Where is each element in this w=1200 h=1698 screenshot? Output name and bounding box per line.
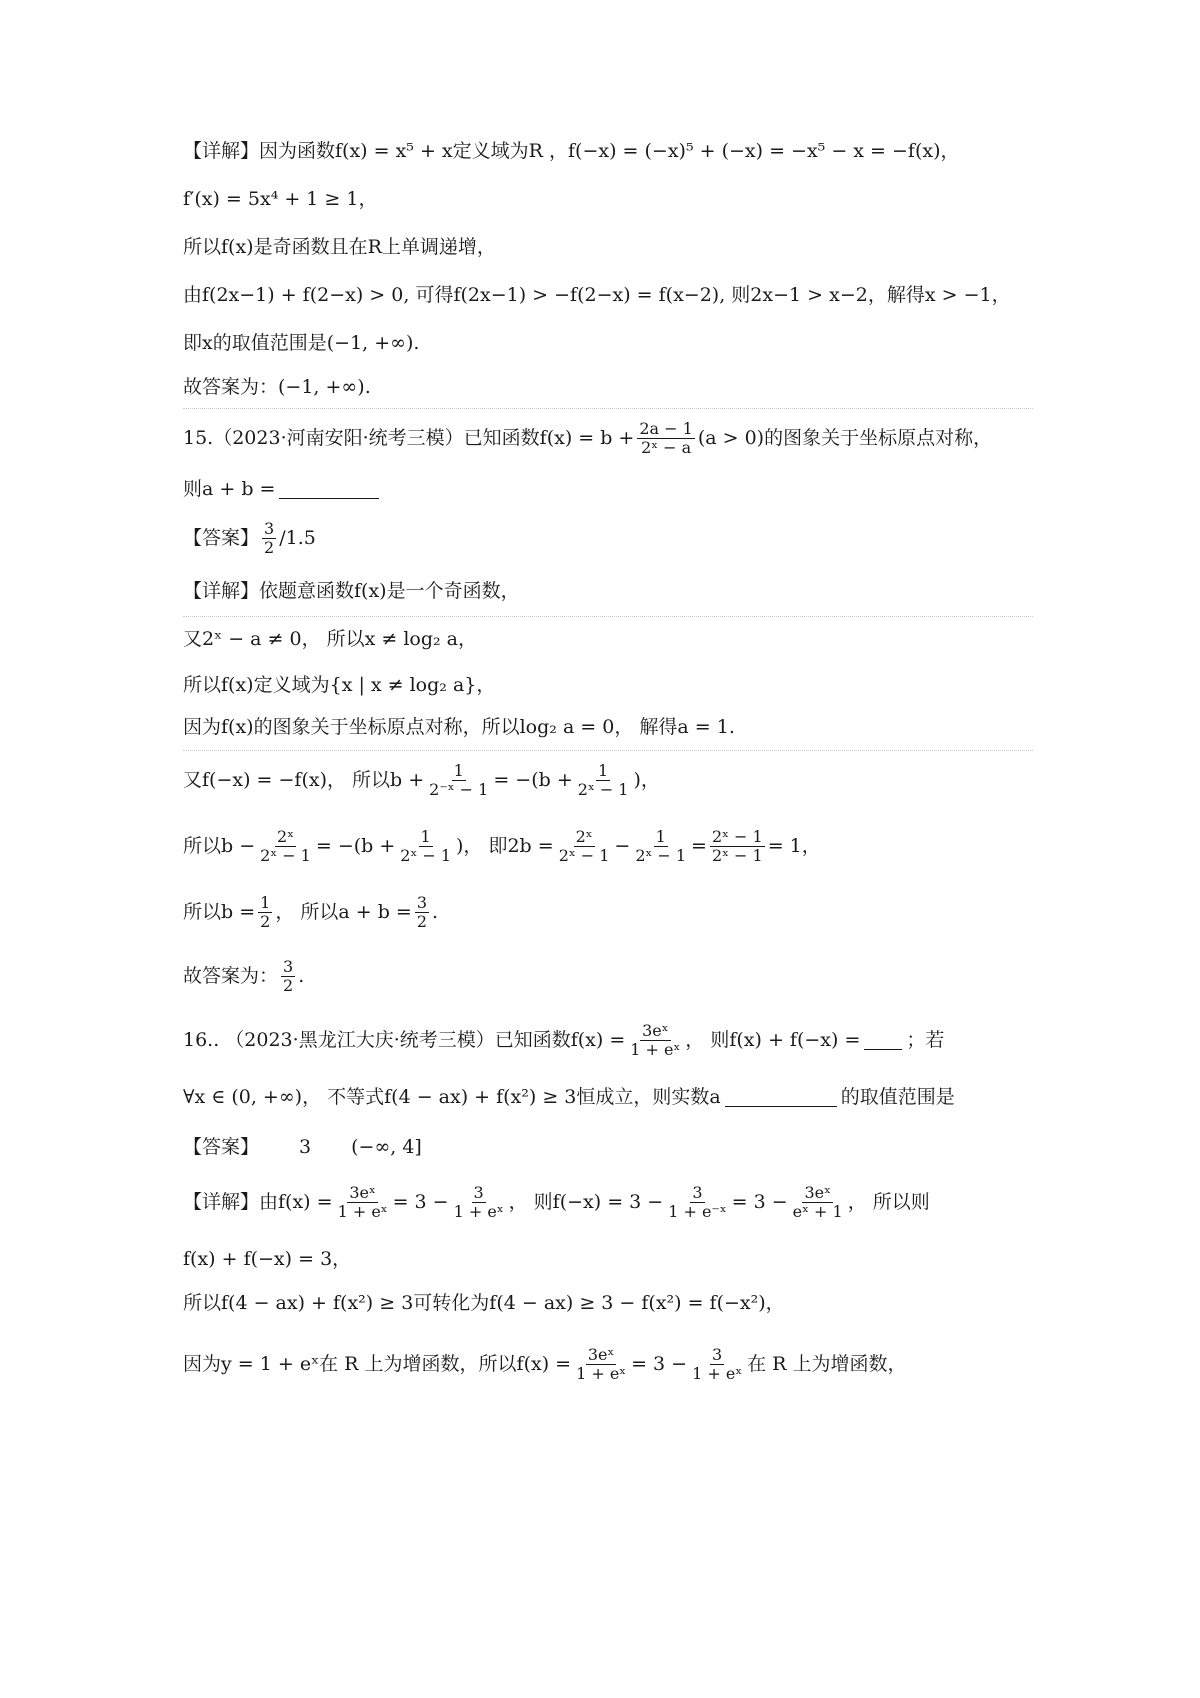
text-run: f(x) = bbox=[516, 1353, 572, 1376]
text-run: 定义域为R ， bbox=[452, 140, 568, 162]
fraction bbox=[791, 1184, 845, 1222]
numerator: 3 bbox=[264, 519, 275, 538]
text-run: 所以 bbox=[183, 236, 222, 258]
line-4 bbox=[183, 286, 1011, 305]
text-run: ， bbox=[801, 835, 821, 858]
fraction bbox=[710, 828, 765, 866]
text-run: , 则 bbox=[719, 284, 751, 306]
numerator: 3eˣ bbox=[587, 1345, 615, 1364]
text-run: . bbox=[432, 901, 439, 924]
text-run: f(x) bbox=[221, 236, 254, 258]
line-1 bbox=[183, 142, 960, 161]
line-21 bbox=[183, 1184, 930, 1222]
text-run: 16.. （2023·黑龙江大庆·统考三模）已知函数 bbox=[183, 1029, 571, 1052]
text-run: 又 bbox=[183, 769, 203, 792]
text-run: f(x) = x⁵ + x bbox=[335, 140, 453, 162]
text-run: (−1, +∞) bbox=[278, 376, 365, 398]
text-run: ， 解得 bbox=[614, 716, 678, 738]
denominator: 2 bbox=[264, 538, 275, 558]
fraction bbox=[574, 1346, 628, 1384]
numerator: 3 bbox=[416, 893, 428, 912]
text-run: ， 则 bbox=[508, 1191, 553, 1214]
text-run: 3 bbox=[299, 1136, 312, 1158]
text-run: 是一个奇函数， bbox=[386, 580, 520, 602]
denominator: 2 bbox=[260, 912, 271, 932]
text-run: − bbox=[614, 835, 631, 858]
fraction bbox=[666, 1184, 728, 1222]
numerator: 1 bbox=[420, 827, 431, 846]
text-run: 【详解】因为函数 bbox=[183, 140, 336, 162]
numerator: 3 bbox=[712, 1345, 723, 1364]
divider bbox=[183, 750, 1033, 751]
text-run: {x | x ≠ log₂ a} bbox=[329, 674, 477, 696]
text-run: 的取值范围是 bbox=[212, 332, 327, 354]
text-run: 【详解】由 bbox=[183, 1191, 279, 1214]
line-5 bbox=[183, 334, 419, 353]
numerator: 1 bbox=[260, 893, 271, 912]
text-run: 的图象关于坐标原点对称， bbox=[764, 427, 993, 450]
divider bbox=[183, 408, 1033, 409]
question-15 bbox=[183, 420, 992, 458]
text-run: 定义域为 bbox=[253, 674, 330, 696]
denominator: 1 + eˣ bbox=[630, 1040, 681, 1060]
text-run: 所以 bbox=[183, 901, 222, 924]
text-run: = 1 bbox=[767, 835, 802, 858]
text-run: f(x) = bbox=[278, 1191, 333, 1214]
denominator: 2⁻ˣ − 1 bbox=[429, 780, 489, 800]
text-run: 所以 bbox=[183, 1292, 222, 1314]
fraction bbox=[637, 420, 694, 458]
text-run: log₂ a = 0 bbox=[519, 716, 615, 738]
text-run: ，解得 bbox=[867, 284, 925, 306]
denominator: 2ˣ − 1 bbox=[711, 846, 763, 866]
text-run: 则 bbox=[183, 478, 203, 500]
denominator: 1 + eˣ bbox=[692, 1364, 743, 1384]
text-run: y = 1 + eˣ bbox=[221, 1353, 320, 1376]
fraction bbox=[336, 1184, 390, 1222]
text-run: = −(b + bbox=[315, 835, 396, 858]
text-run: = 3 − bbox=[392, 1191, 449, 1214]
text-run: b = bbox=[221, 901, 256, 924]
fraction bbox=[576, 762, 631, 800]
fraction bbox=[633, 828, 688, 866]
text-run: , 可得 bbox=[403, 284, 454, 306]
text-run: f(x) = b + bbox=[539, 427, 635, 450]
text-run: 【答案】 bbox=[183, 527, 260, 550]
text-run: 因为 bbox=[183, 1353, 222, 1376]
text-run: 【详解】依题意函数 bbox=[183, 580, 355, 602]
text-run: a + b = bbox=[202, 478, 276, 500]
line-3 bbox=[183, 238, 496, 257]
text-run: ， bbox=[991, 284, 1011, 306]
fraction bbox=[690, 1346, 744, 1384]
text-run: 的取值范围是 bbox=[840, 1086, 955, 1108]
text-run: = 3 − bbox=[731, 1191, 788, 1214]
fraction bbox=[398, 828, 453, 866]
text-run: (−∞, 4] bbox=[351, 1136, 422, 1158]
text-run: f′(x) = 5x⁴ + 1 ≥ 1 bbox=[183, 188, 359, 210]
text-run: x bbox=[202, 332, 213, 354]
numerator: 2ˣ bbox=[575, 827, 593, 846]
text-run: ， bbox=[358, 188, 378, 210]
text-run: a bbox=[709, 1086, 721, 1108]
text-run: f(2x−1) + f(2−x) > 0 bbox=[202, 284, 404, 306]
text-run: . bbox=[298, 965, 305, 988]
numerator: 3 bbox=[692, 1183, 703, 1202]
text-run: b − bbox=[221, 835, 256, 858]
numerator: 2ˣ bbox=[277, 827, 294, 846]
denominator: 1 + eˣ bbox=[453, 1202, 504, 1222]
denominator: 2ˣ − 1 bbox=[635, 846, 687, 866]
text-run: b + bbox=[390, 769, 425, 792]
denominator: 2ˣ − 1 bbox=[577, 780, 629, 800]
denominator: 1 + eˣ bbox=[337, 1202, 388, 1222]
text-run: ， 即 bbox=[463, 835, 508, 858]
text-run: f(x) bbox=[354, 580, 387, 602]
line-11 bbox=[183, 630, 477, 649]
text-run: a = 1 bbox=[677, 716, 729, 738]
answer-blank bbox=[864, 1031, 902, 1050]
text-run: ， 则 bbox=[685, 1029, 730, 1052]
text-run: 上单调递增， bbox=[381, 236, 496, 258]
denominator: 2ˣ − 1 bbox=[400, 846, 451, 866]
line-8 bbox=[183, 480, 383, 499]
line-13 bbox=[183, 718, 735, 737]
question-16 bbox=[183, 1022, 944, 1060]
text-run: f(x) + f(−x) = bbox=[729, 1029, 861, 1052]
text-run: . bbox=[728, 716, 735, 738]
text-run: 故答案为： bbox=[183, 965, 279, 988]
text-run: 可转化为 bbox=[413, 1292, 490, 1314]
text-run: ， bbox=[476, 674, 496, 696]
answer-15 bbox=[183, 520, 316, 558]
text-run: ， 不等式 bbox=[302, 1086, 385, 1108]
line-22 bbox=[183, 1250, 351, 1269]
text-run: R bbox=[367, 236, 382, 258]
denominator: eˣ + 1 bbox=[792, 1202, 843, 1222]
denominator: 2ˣ − 1 bbox=[260, 846, 311, 866]
text-run: 故答案为： bbox=[183, 376, 279, 398]
text-run: 所以 bbox=[183, 835, 222, 858]
text-run: 所以 bbox=[183, 674, 222, 696]
answer-blank bbox=[279, 480, 379, 499]
text-run: x ≠ log₂ a bbox=[364, 628, 459, 650]
numerator: 1 bbox=[655, 827, 666, 846]
line-6 bbox=[183, 378, 371, 397]
text-run: 在 R 上为增函数，所以 bbox=[319, 1353, 517, 1376]
fraction bbox=[415, 894, 429, 932]
line-19 bbox=[183, 1088, 955, 1107]
text-run: ∀x ∈ (0, +∞) bbox=[183, 1086, 303, 1108]
numerator: 1 bbox=[453, 761, 464, 780]
text-run: 2b = bbox=[507, 835, 554, 858]
text-run: 的图象关于坐标原点对称，所以 bbox=[253, 716, 520, 738]
text-run: 即 bbox=[183, 332, 203, 354]
text-run: 2x−1 > x−2 bbox=[750, 284, 868, 306]
numerator: 3eˣ bbox=[349, 1183, 376, 1202]
text-run: f(4 − ax) + f(x²) ≥ 3 bbox=[221, 1292, 414, 1314]
numerator: 1 bbox=[598, 761, 609, 780]
text-run: ， 所以 bbox=[301, 628, 365, 650]
text-run: ) bbox=[456, 835, 464, 858]
text-run: = 3 − bbox=[631, 1353, 688, 1376]
denominator: 2ˣ − a bbox=[641, 438, 692, 458]
text-run: f(4 − ax) ≥ 3 − f(x²) = f(−x²) bbox=[489, 1292, 766, 1314]
denominator: 1 + e⁻ˣ bbox=[668, 1202, 727, 1222]
numerator: 3 bbox=[473, 1183, 484, 1202]
text-run: f(x) = bbox=[570, 1029, 626, 1052]
line-16 bbox=[183, 894, 438, 932]
text-run: ， 所以 bbox=[327, 769, 391, 792]
text-run: f(−x) = (−x)⁵ + (−x) = −x⁵ − x = −f(x) bbox=[568, 140, 941, 162]
text-run: (−1, +∞) bbox=[326, 332, 414, 354]
text-run: 由 bbox=[183, 284, 203, 306]
line-10 bbox=[183, 582, 520, 601]
text-run: 【答案】 bbox=[183, 1136, 260, 1158]
numerator: 2a − 1 bbox=[639, 419, 693, 438]
text-run: ， bbox=[332, 1248, 352, 1270]
text-run: ， 所以 bbox=[275, 901, 339, 924]
text-run: f(4 − ax) + f(x²) ≥ 3 bbox=[384, 1086, 577, 1108]
text-run: f(2x−1) > −f(2−x) = f(x−2) bbox=[453, 284, 720, 306]
text-run: 15.（2023·河南安阳·统考三模）已知函数 bbox=[183, 427, 540, 450]
line-12 bbox=[183, 676, 495, 695]
text-run: ， bbox=[940, 140, 960, 162]
numerator: 2ˣ − 1 bbox=[711, 827, 763, 846]
fraction bbox=[628, 1022, 682, 1060]
text-run: f(−x) = −f(x) bbox=[202, 769, 327, 792]
text-run: 因为 bbox=[183, 716, 222, 738]
numerator: 3eˣ bbox=[804, 1183, 831, 1202]
fraction bbox=[427, 762, 490, 800]
fraction bbox=[262, 520, 276, 558]
text-run: . bbox=[413, 332, 420, 354]
denominator: 2 bbox=[283, 976, 294, 996]
text-run: f(x) bbox=[221, 716, 254, 738]
divider bbox=[183, 616, 1033, 617]
denominator: 2 bbox=[416, 912, 428, 932]
text-run: ， bbox=[458, 628, 478, 650]
text-run: ) bbox=[633, 769, 641, 792]
text-run: x > −1 bbox=[924, 284, 992, 306]
text-run: 在 R 上为增函数， bbox=[747, 1353, 907, 1376]
text-run: 是奇函数且在 bbox=[253, 236, 368, 258]
text-run: /1.5 bbox=[279, 527, 316, 550]
text-run: . bbox=[364, 376, 371, 398]
denominator: 1 + eˣ bbox=[576, 1364, 627, 1384]
text-run: f(x) + f(−x) = 3 bbox=[183, 1248, 333, 1270]
denominator: 2ˣ − 1 bbox=[558, 846, 610, 866]
text-run: 2ˣ − a ≠ 0 bbox=[202, 628, 302, 650]
line-17 bbox=[183, 958, 304, 996]
text-run: ， bbox=[765, 1292, 785, 1314]
line-2 bbox=[183, 190, 378, 209]
answer-16 bbox=[183, 1138, 422, 1157]
numerator: 3eˣ bbox=[642, 1021, 669, 1040]
numerator: 3 bbox=[283, 957, 294, 976]
line-24 bbox=[183, 1346, 907, 1384]
line-23 bbox=[183, 1294, 785, 1313]
text-run: 又 bbox=[183, 628, 203, 650]
text-run: f(x) bbox=[221, 674, 254, 696]
text-run: ；若 bbox=[906, 1029, 945, 1052]
answer-blank bbox=[725, 1088, 837, 1107]
text-run: = bbox=[691, 835, 707, 858]
fraction bbox=[281, 958, 295, 996]
fraction bbox=[258, 828, 313, 866]
text-run: ， bbox=[640, 769, 660, 792]
text-run: = −(b + bbox=[493, 769, 573, 792]
fraction bbox=[258, 894, 272, 932]
text-run: a + b = bbox=[338, 901, 412, 924]
text-run: ， 所以则 bbox=[847, 1191, 930, 1214]
line-14 bbox=[183, 762, 660, 800]
line-15 bbox=[183, 828, 821, 866]
fraction bbox=[452, 1184, 506, 1222]
fraction bbox=[557, 828, 612, 866]
text-run: 恒成立，则实数 bbox=[576, 1086, 710, 1108]
text-run: f(−x) = 3 − bbox=[552, 1191, 664, 1214]
text-run: (a > 0) bbox=[697, 427, 765, 450]
